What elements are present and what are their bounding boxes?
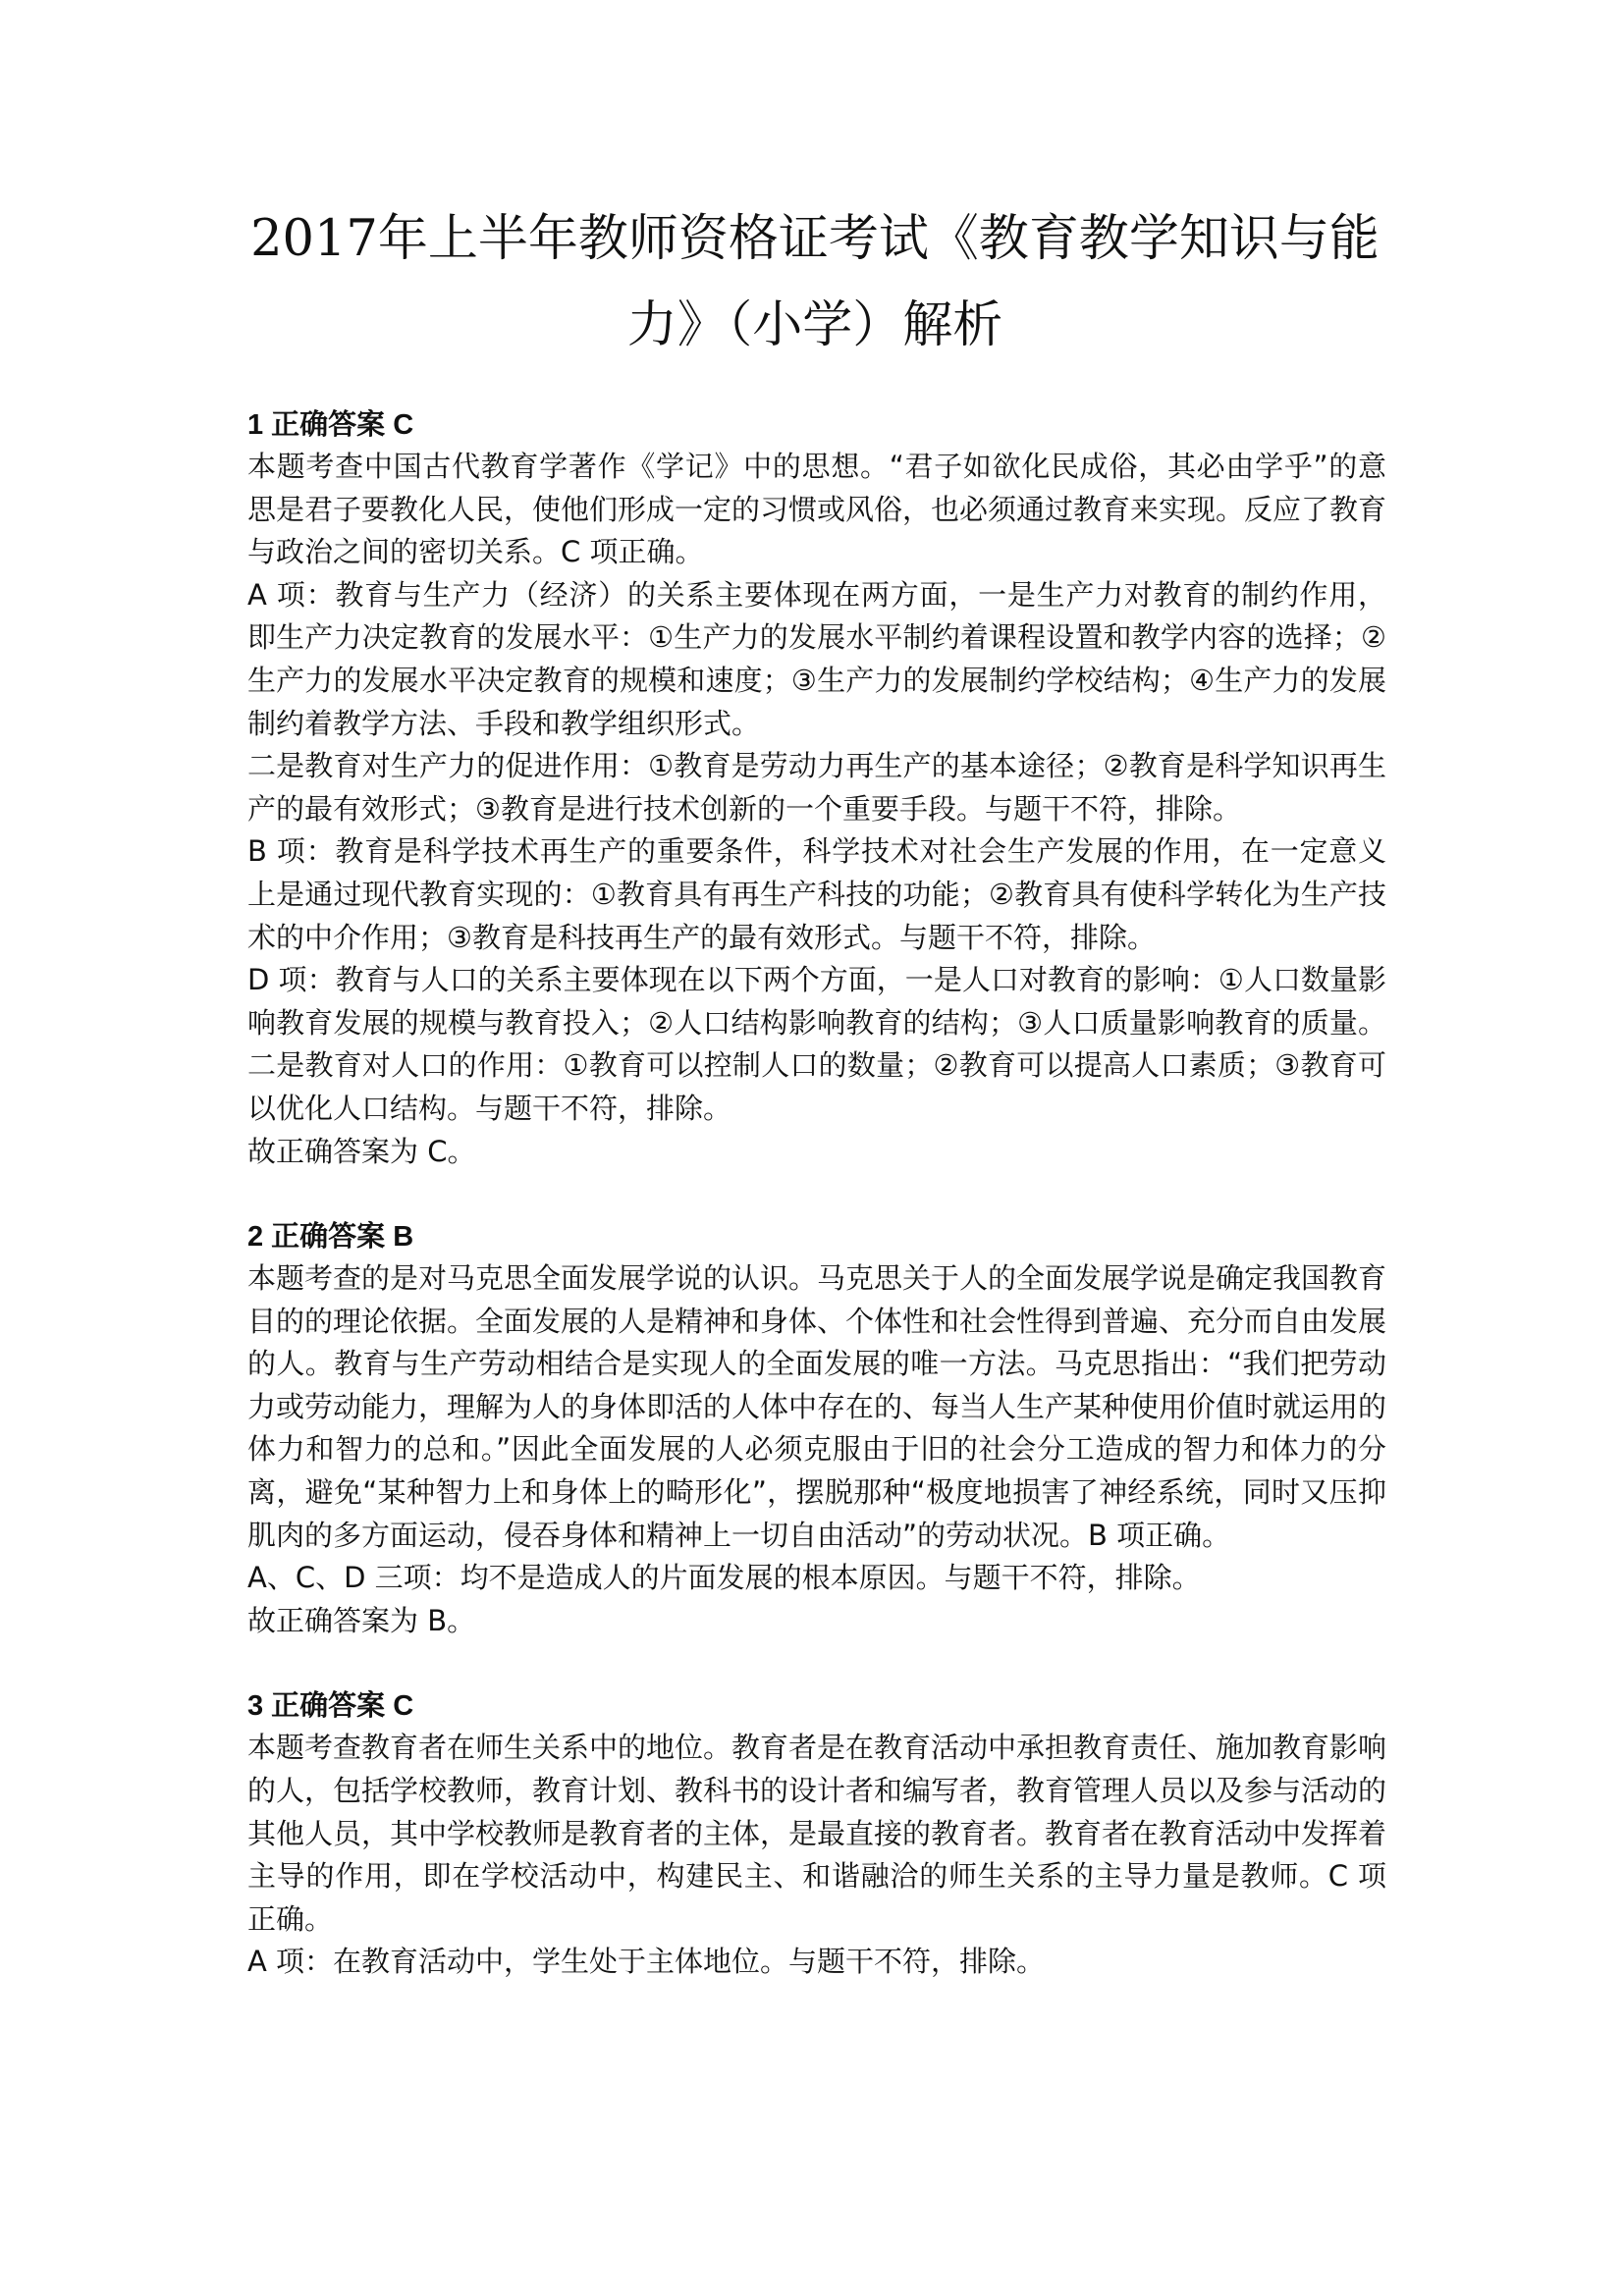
question-1-option-a-continued: 二是教育对生产力的促进作用：①教育是劳动力再生产的基本途径；②教育是科学知识再生产的最有效形式；③教育是进行技术创新的一个重要手段。与题干不符，排除。 xyxy=(247,749,1386,826)
question-1-option-a: A 项：教育与生产力（经济）的关系主要体现在两方面，一是生产力对教育的制约作用，即生产力决定教育的发展水平：①生产力的发展水平制约着课程设置和教学内容的选择；②生产力的发展水平决定教育的规模和速度；③生产力的发展制约学校结构；④生产力的发展制约着教学方法、手段和教学组织形式。 xyxy=(247,577,1386,740)
question-1-block xyxy=(247,404,1386,1173)
question-3-option-a: A 项：在教育活动中，学生处于主体地位。与题干不符，排除。 xyxy=(247,1945,1046,1979)
question-1-heading: 1 正确答案 C xyxy=(247,409,414,441)
question-2-conclusion: 故正确答案为 B。 xyxy=(247,1603,476,1637)
question-2-heading: 2 正确答案 B xyxy=(247,1221,414,1254)
question-3-explanation: 本题考查教育者在师生关系中的地位。教育者是在教育活动中承担教育责任、施加教育影响的人，包括学校教师，教育计划、教科书的设计者和编写者，教育管理人员以及参与活动的其他人员，其中学校教师是教育者的主体，是最直接的教育者。教育者在教育活动中发挥着主导的作用，即在学校活动中，构建民主、和谐融洽的师生关系的主导力量是教师。C 项正确。 xyxy=(247,1731,1387,1936)
question-3-block xyxy=(247,1685,1386,1984)
question-2-explanation: 本题考查的是对马克思全面发展学说的认识。马克思关于人的全面发展学说是确定我国教育目的的理论依据。全面发展的人是精神和身体、个体性和社会性得到普遍、充分而自由发展的人。教育与生产劳动相结合是实现人的全面发展的唯一方法。马克思指出：“我们把劳动力或劳动能力，理解为人的身体即活的人体中存在的、每当人生产某种使用价值时就运用的体力和智力的总和。”因此全面发展的人必须克服由于旧的社会分工造成的智力和体力的分离，避免“某种智力上和身体上的畸形化”，摆脱那种“极度地损害了神经系统，同时又压抑肌肉的多方面运动，侵吞身体和精神上一切自由活动”的劳动状况。B 项正确。 xyxy=(247,1261,1387,1552)
question-1-option-b: B 项：教育是科学技术再生产的重要条件，科学技术对社会生产发展的作用，在一定意义上是通过现代教育实现的：①教育具有再生产科技的功能；②教育具有使科学转化为生产技术的中介作用；③教育是科技再生产的最有效形式。与题干不符，排除。 xyxy=(247,834,1386,954)
page-title-line-2: 力》（小学）解析 xyxy=(626,296,1003,354)
page-title-line-1: 2017年上半年教师资格证考试《教育教学知识与能 xyxy=(250,210,1380,268)
answer-explanations xyxy=(247,404,1386,2027)
question-1-option-d: D 项：教育与人口的关系主要体现在以下两个方面，一是人口对教育的影响：①人口数量影响教育发展的规模与教育投入；②人口结构影响教育的结构；③人口质量影响教育的质量。二是教育对人口的作用：①教育可以控制人口的数量；②教育可以提高人口素质；③教育可以优化人口结构。与题干不符，排除。 xyxy=(247,963,1386,1125)
question-3-heading: 3 正确答案 C xyxy=(247,1690,414,1723)
page-title xyxy=(226,196,1404,369)
question-2-options-acd: A、C、D 三项：均不是造成人的片面发展的根本原因。与题干不符，排除。 xyxy=(247,1561,1201,1595)
question-2-block xyxy=(247,1216,1386,1642)
question-1-conclusion: 故正确答案为 C。 xyxy=(247,1134,476,1168)
question-1-explanation: 本题考查中国古代教育学著作《学记》中的思想。“君子如欲化民成俗，其必由学乎”的意思是君子要教化人民，使他们形成一定的习惯或风俗，也必须通过教育来实现。反应了教育与政治之间的密切关系。C 项正确。 xyxy=(247,450,1387,569)
